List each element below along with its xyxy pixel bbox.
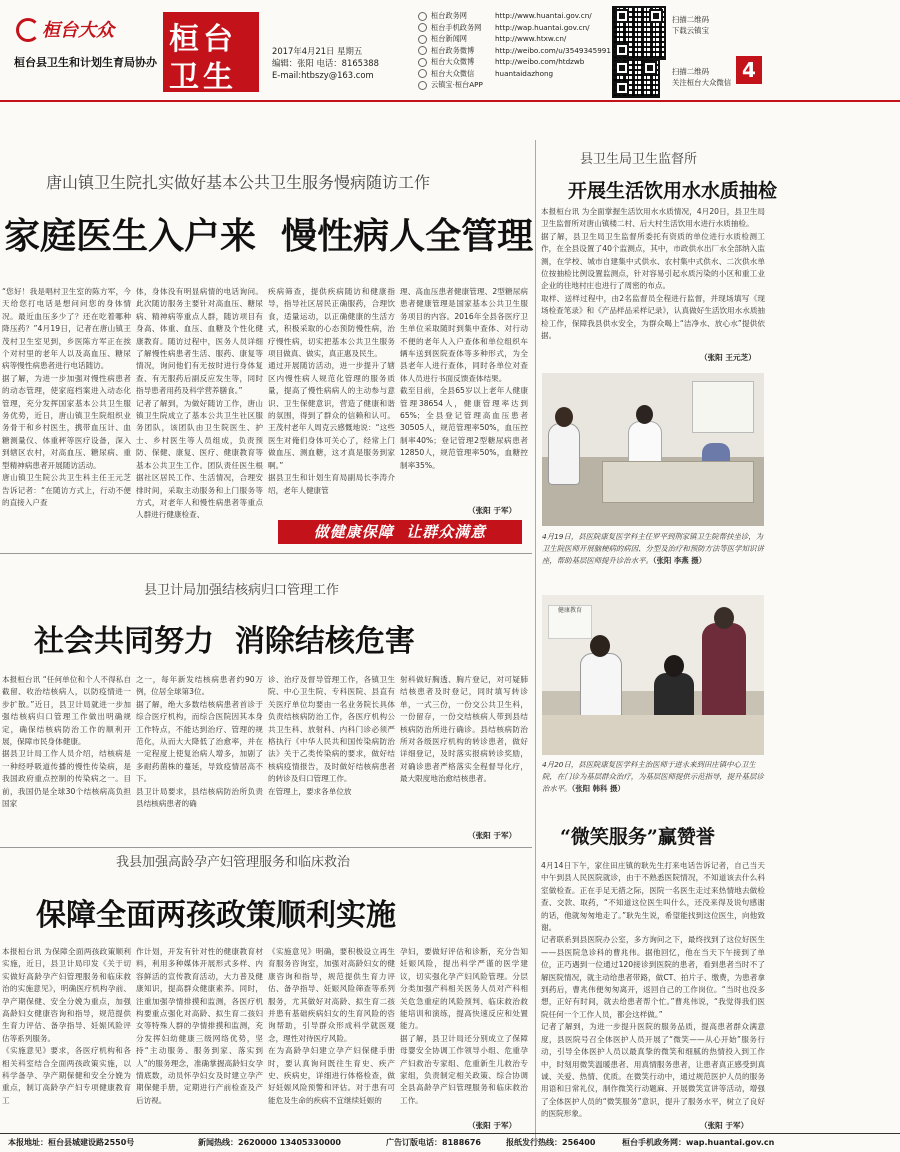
article3-col2: 作计划，开发有针对性的健康教育材料，利用多种媒体开展形式多样、内容鲜活的宣传教育活动，大力普及健康知识，提高群众健康素养。同时，注重加强孕情排摸和监测，各医疗机构要重点强化对高龄、拟生育二孩妇女等特殊人群的孕情排摸和监测，充分发挥妇幼健康三级网络优势，坚持“主动服务、服务到家、落实到人”的服务理念，准确掌握高龄妇女孕情底数，动员怀孕妇女及时建立孕产期保健手册，定期进行产前检查及产后访视。 <box>136 947 263 1105</box>
link-item[interactable]: 桓台新闻网 http://www.htxw.cn/ <box>418 33 611 45</box>
link-list <box>418 10 611 91</box>
editor-line: 编辑：张阳 电话：8165388 <box>272 58 379 68</box>
article2-col1: 本报桓台讯 “任何单位和个人不得私自截留、收治结核病人，以防疫情进一步扩散。”近日，县卫计局就进一步加强结核病归口管理工作做出明确规定，确保结核病防治工作的顺利开展，保障市民身体健康。 据县卫计局工作人员介绍，结核病是一种经呼吸道传播的慢性传染病，是我国政府重点控制的传染病之一。目前，我国仍是全球30个结核病高负担国家 <box>2 675 131 809</box>
article3-subtitle: 我县加强高龄孕产妇管理服务和临床救治 <box>116 855 351 870</box>
page-number-box <box>736 56 762 84</box>
photo-clinic <box>542 595 764 755</box>
link-item[interactable]: 桓台大众微信 huantaidazhong <box>418 68 611 80</box>
article1-headline: 家庭医生入户来 慢性病人全管理 <box>4 215 534 257</box>
article1-col3: 疾病筛查，提供疾病随访和健康指导，指导社区居民正确服药，合理饮食，适量运动，以正确健康的生活方式，积极采取的心态预防慢性病，治疗慢性病，切实把基本公共卫生服务项目做真、做实，真正惠及民生。 通过开展随访活动，进一步提升了辖区内慢性病人规范化管理的服务质量，提高了慢性病病人的主动参与意识、卫生保健意识，营造了健康和谐的氛围，得到了群众的信赖和认可。王茂村老年人周克云感慨地说：“这些医生对俺们身体可关心了，经常上门做血压、测血糖，这才真是服务到家啊。” 据县卫生和计划生育局副局长李涛介绍，老年人健康管 <box>268 287 395 495</box>
photo1-credit: （张阳 李燕 摄） <box>652 556 707 565</box>
photo1-caption: 4月19日，县医院康复医学科主任罗平到荆家镇卫生院帮扶坐诊，为卫生院医师开展脑梗病的病因、分型及治疗和预防方法等医学知识讲座，帮助基层医师提升诊治水平。（张阳 李燕 摄） <box>542 532 764 565</box>
issue-date: 2017年4月21日 星期五 <box>272 46 363 56</box>
article2-col4: 射科做好胸透、胸片登记，对可疑肺结核患者及时登记，同时填写转诊单，一式三份，一份交公共卫生科，一份留存，一份交结核病人带到县结核病防治所进行确诊。县结核病防治所对各级医疗机构的转诊患者，做好详细登记，及时落实报病转诊奖励，对确诊患者严格落实全程督导化疗，最大限度地治愈结核患者。 <box>400 675 528 784</box>
section-rule <box>0 847 532 848</box>
bullet-icon <box>418 12 427 21</box>
footer-rule <box>0 1133 900 1134</box>
bullet-icon <box>418 23 427 32</box>
qr-label-app: 扫描二维码 下载云镇宝 <box>672 15 709 35</box>
logo-swirl-icon <box>16 18 40 42</box>
bullet-icon <box>418 58 427 67</box>
article1-col2: 体，身体没有明显病情的电话询问。此次随访服务主要针对高血压、糖尿病、精神病等重点人群，随访项目有身高、体重、血压、血糖及个性化健康教育。随访过程中，医务人员详细了解慢性病患者生活、服药、康复等情况，询问他们有无按时进行身体复查、有无服药后副反应发生等，同时指导患者用药及科学营养膳食。” 记者了解到，为做好随访工作，唐山镇卫生院成立了基本公共卫生社区服务团队，该团队由卫生院医生、护士、乡村医生等人员组成，负责预防、保健、康复、医疗、健康教育等基本公共卫生工作。团队责任医生根据社区居民工作、生活情况，合理安排时间，采取主动服务和上门服务等方式，对老年人和慢性病患者等重点人群进行健康检查、 <box>136 287 263 520</box>
photo2-caption: 4月20日，县医院康复医学科主治医师于进永来到田庄镇中心卫生院，在门诊为基层群众治疗，为基层医师提供示范指导，提升基层诊治水平。（张阳 韩科 摄） <box>542 760 764 793</box>
article4-body: 本报桓台讯 为全面掌握生活饮用水水质情况，4月20日，县卫生局卫生监督所对唐山镇楼二村、后大村生活饮用水进行水质抽检。 据了解，县卫生局卫生监督所委托有资质的单位进行水质检测工作，在全县设置了40个监测点，其中，市政供水出厂水全部纳入监测，在学校、城市自建集中式供水、农村集中式供水、二次供水单位按抽检比例设置监测点，针对容易引起水质污染的小区和重工业企业的往地村庄也进行了周密的布点。 取样、送样过程中，由2名监督员全程进行监督，并现场填写《现场检查笔录》和《产品样品采样记录》，认真做好生活饮用水水质抽检工作，保障我县供水安全，为群众喝上“洁净水、放心水”提供依据。 <box>541 207 765 341</box>
article5-byline: （张阳 于军） <box>700 1121 749 1130</box>
qr-code-app <box>612 6 666 60</box>
article3-col1: 本报桓台讯 为保障全面两孩政策顺利实施，近日，县卫计局印发《关于切实做好高龄孕产妇管理服务和临床救治的实施意见》，明确医疗机构孕前、孕产期保健、安全分娩为重点，加强高龄妇女健康咨询和指导，规范提供生育力评估、备孕指导、妊娠风险评估等系列服务。 《实施意见》要求，各医疗机构和各相关科室结合全面两孩政策实施，以科学备孕、孕产期保健和安全分娩为重点，制订高龄孕产妇专项健康教育工 <box>2 947 131 1105</box>
qr-code-wechat <box>612 58 660 98</box>
wall-poster: 健康教育 <box>548 605 592 639</box>
column-divider <box>535 140 536 1140</box>
article2-subtitle: 县卫计局加强结核病归口管理工作 <box>144 583 340 598</box>
article1-byline: （张阳 于军） <box>468 506 517 515</box>
section-title-line2: 卫生 <box>169 60 237 95</box>
article5-body: 4月14日下午，家住田庄镇的耿先生打来电话告诉记者，自己当天中午到县人民医院就诊，由于不熟悉医院情况，不知道该去什么科室做检查。正在手足无措之际，医院一名医生走过来热情地去做检查、交款、取药，“不知道这位医生叫什么，还没来得及说句感谢的话，他就匆匆地走了。”耿先生说，希望能找到这位医生，向他致谢。 记者联系到县医院办公室，多方询问之下，最终找到了这位好医生——县医院急诊科的曹兆伟。据他回忆，他在当天下午接到了单位，正巧遇到一位通过120接诊到医院的患者，看到患者当时不了解医院情况，就主动给患者带路，做CT、拍片子、缴费，为患者拿到药后，曹兆伟便匆匆离开，返回自己的工作岗位。“当时也没多想，正好有时间，就去给患者帮个忙。”曹兆伟说，“我觉得我们医院任何一个工作人员，都会这样做。” 记者了解到，为进一步提升医院的服务品质，提高患者群众满意度，县医院号召全体医护人员开展了“微笑——从心开始”服务行动，引导全体医护人员以最真挚的微笑和细腻的热情投入到工作中，时刻用微笑温暖患者、用真情服务患者，让患者真正感受到真诚、关爱、热情、优质。在微笑行动中，通过规范医护人员的服务用语和日常礼仪，制作微笑行动题麻、开展微笑宣讲等活动，增强了全体医护人员的“微笑服务”意识，提升了服务水平，树立了良好的医院形象。 <box>541 861 765 1119</box>
article3-col4: 孕妇，要做好评估和诊断，充分告知妊娠风险，提出科学严谨的医学建议，切实强化孕产妇风险管理。分层分类加强产科相关医务人员对产科相关危急重症的风险预判、临床救治救能培训和演练，提高快速反应和处置能力。 据了解，县卫计局还分别成立了保障母婴安全协调工作领导小组、危重孕产妇救治专家组、危重新生儿救治专家组，负责制定相关政策、综合协调全县高龄孕产妇管理服务和临床救治工作。 <box>400 947 528 1105</box>
logo-text: 桓台大众 <box>42 20 114 41</box>
article4-byline: （张阳 王元芝） <box>700 353 756 362</box>
footer-ad-phone: 广告订版电话：8188676 <box>386 1138 481 1147</box>
issue-info <box>272 45 379 81</box>
masthead-rule <box>0 100 900 102</box>
photo2-credit: （张阳 韩科 摄） <box>571 784 625 793</box>
qr-label-wechat: 扫描二维码 关注桓台大众微信 <box>672 67 732 87</box>
article5-headline: “微笑服务”赢赞誉 <box>560 826 715 848</box>
bullet-icon <box>418 69 427 78</box>
email-line: E-mail:htbszy@163.com <box>272 70 374 80</box>
article3-byline: （张阳 于军） <box>468 1121 517 1130</box>
article4-kicker: 县卫生局卫生监督所 <box>580 152 698 167</box>
bullet-icon <box>418 35 427 44</box>
footer-mobile: 桓台手机政务网：wap.huantai.gov.cn <box>622 1138 775 1147</box>
article1-col1: “您好！我是唱村卫生室的陈方军，今天给您打电话是想问问您的身体情况。最近血压多少了？还在吃着哪种降压药？”4月19日，记者在唐山镇王茂村卫生室见到，乡医陈方军正在挨个对村里的老年人以及高血压、糖尿病等慢性病患者进行电话随访。 据了解，为进一步加强对慢性病患者的动态管理，使家庭档案进入动态化管理，充分发挥国家基本公共卫生服务优势，近日，唐山镇卫生院组织业务骨干和乡村医生，携带血压计、血糖测量仪、体重秤等医疗设备，深入到辖区农村，对高血压、糖尿病、重型精神病患者开展随访活动。 唐山镇卫生院公共卫生科主任王元芝告诉记者：“在随访方式上，行动不便的直接入户查 <box>2 287 131 507</box>
link-item[interactable]: 桓台手机政务网 http://wap.huantai.gov.cn/ <box>418 22 611 34</box>
link-item[interactable]: 桓台政务微博 http://weibo.com/u/3549345991 <box>418 45 611 57</box>
photo-lecture <box>542 373 764 526</box>
article2-col2: 之一，每年新发结核病患者约90万例，位居全球第3位。 据了解，绝大多数结核病患者首诊于综合医疗机构，而综合医院因其本身工作特点，不能达到治疗、管理的规范化，从而大大降低了治愈率，并在一定程度上使复治病人增多，加剧了多耐药菌株的蔓延，导致疫情居高不下。 县卫计局要求，县结核病防治所负责县结核病患者的确 <box>136 675 263 809</box>
article3-headline: 保障全面两孩政策顺利实施 <box>36 898 396 933</box>
article2-headline: 社会共同努力 消除结核危害 <box>34 624 415 659</box>
article1-banner <box>278 520 522 544</box>
department-label: 桓台县卫生和计划生育局协办 <box>14 56 157 69</box>
banner-text: 做健康保障 让群众满意 <box>313 523 487 541</box>
article1-col4: 理、高血压患者健康管理、2型糖尿病患者健康管理是国家基本公共卫生服务项目的内容。2016年全县各医疗卫生单位采取随时到集中查体、对行动不便的老年人入户查体和单位组织车辆车送到医院查体等多种形式，为全县老年人进行查体，同时各单位对查体人员进行书面反馈查体结果。 截至目前，全县65岁以上老年人健康管理38654人，健康管理率达到65%；全县登记管理高血压患者30505人，规范管理率50%，血压控制率40%；登记管理2型糖尿病患者12850人，规范管理率50%，血糖控制率35%。 <box>400 287 528 470</box>
section-title-line1: 桓台 <box>169 22 237 57</box>
footer <box>8 1137 888 1151</box>
link-item[interactable]: 桓台政务网 http://www.huantai.gov.cn/ <box>418 10 611 22</box>
section-title-box <box>163 12 259 95</box>
masthead <box>0 0 900 100</box>
footer-distribution: 报纸发行热线：256400 <box>506 1138 596 1147</box>
article3-col3: 《实施意见》明确，要积极设立再生育服务咨询室，加强对高龄妇女的健康咨询和指导，规范提供生育力评估、备孕指导、妊娠风险筛查等系列服务，尤其做好对高龄、拟生育二孩并患有基础疾病妇女的生育风险的咨询帮助，引导群众形成科学就医观念，理性对待医疗风险。 在为高龄孕妇建立孕产妇保健手册时，要认真询问既往生育史、疾产史、疾病史，详细进行体格检查，做好妊娠风险预警和评估。对于患有可能危及生命的疾病不宜继续妊娠的 <box>268 947 395 1105</box>
link-item[interactable]: 桓台大众微博 http://weibo.com/htdzwb <box>418 56 611 68</box>
footer-address: 本报地址：桓台县城建设路2550号 <box>8 1138 135 1147</box>
logo <box>16 14 166 44</box>
article1-subtitle: 唐山镇卫生院扎实做好基本公共卫生服务慢病随访工作 <box>46 173 431 192</box>
article4-headline: 开展生活饮用水水质抽检 <box>568 180 778 202</box>
bullet-icon <box>418 81 427 90</box>
footer-news-phone: 新闻热线：2620000 13405330000 <box>198 1138 341 1147</box>
article2-byline: （张阳 于军） <box>468 831 517 840</box>
bullet-icon <box>418 46 427 55</box>
link-item[interactable]: 云镇宝·桓台APP <box>418 79 611 91</box>
page-number: 4 <box>742 58 756 82</box>
section-rule <box>0 553 532 554</box>
article2-col3: 诊、治疗及督导管理工作，各镇卫生院、中心卫生院、专科医院、县直有关医疗单位均要由一名业务院长具体负责结核病防治工作，各医疗机构公共卫生科、放射科、内科门诊必须严格执行《中华人民共和国传染病防治法》关于乙类传染病的要求，做好结核病疫情报告，及时做好结核病患者的转诊及归口管理工作。 在管理上，要求各单位放 <box>268 675 395 796</box>
